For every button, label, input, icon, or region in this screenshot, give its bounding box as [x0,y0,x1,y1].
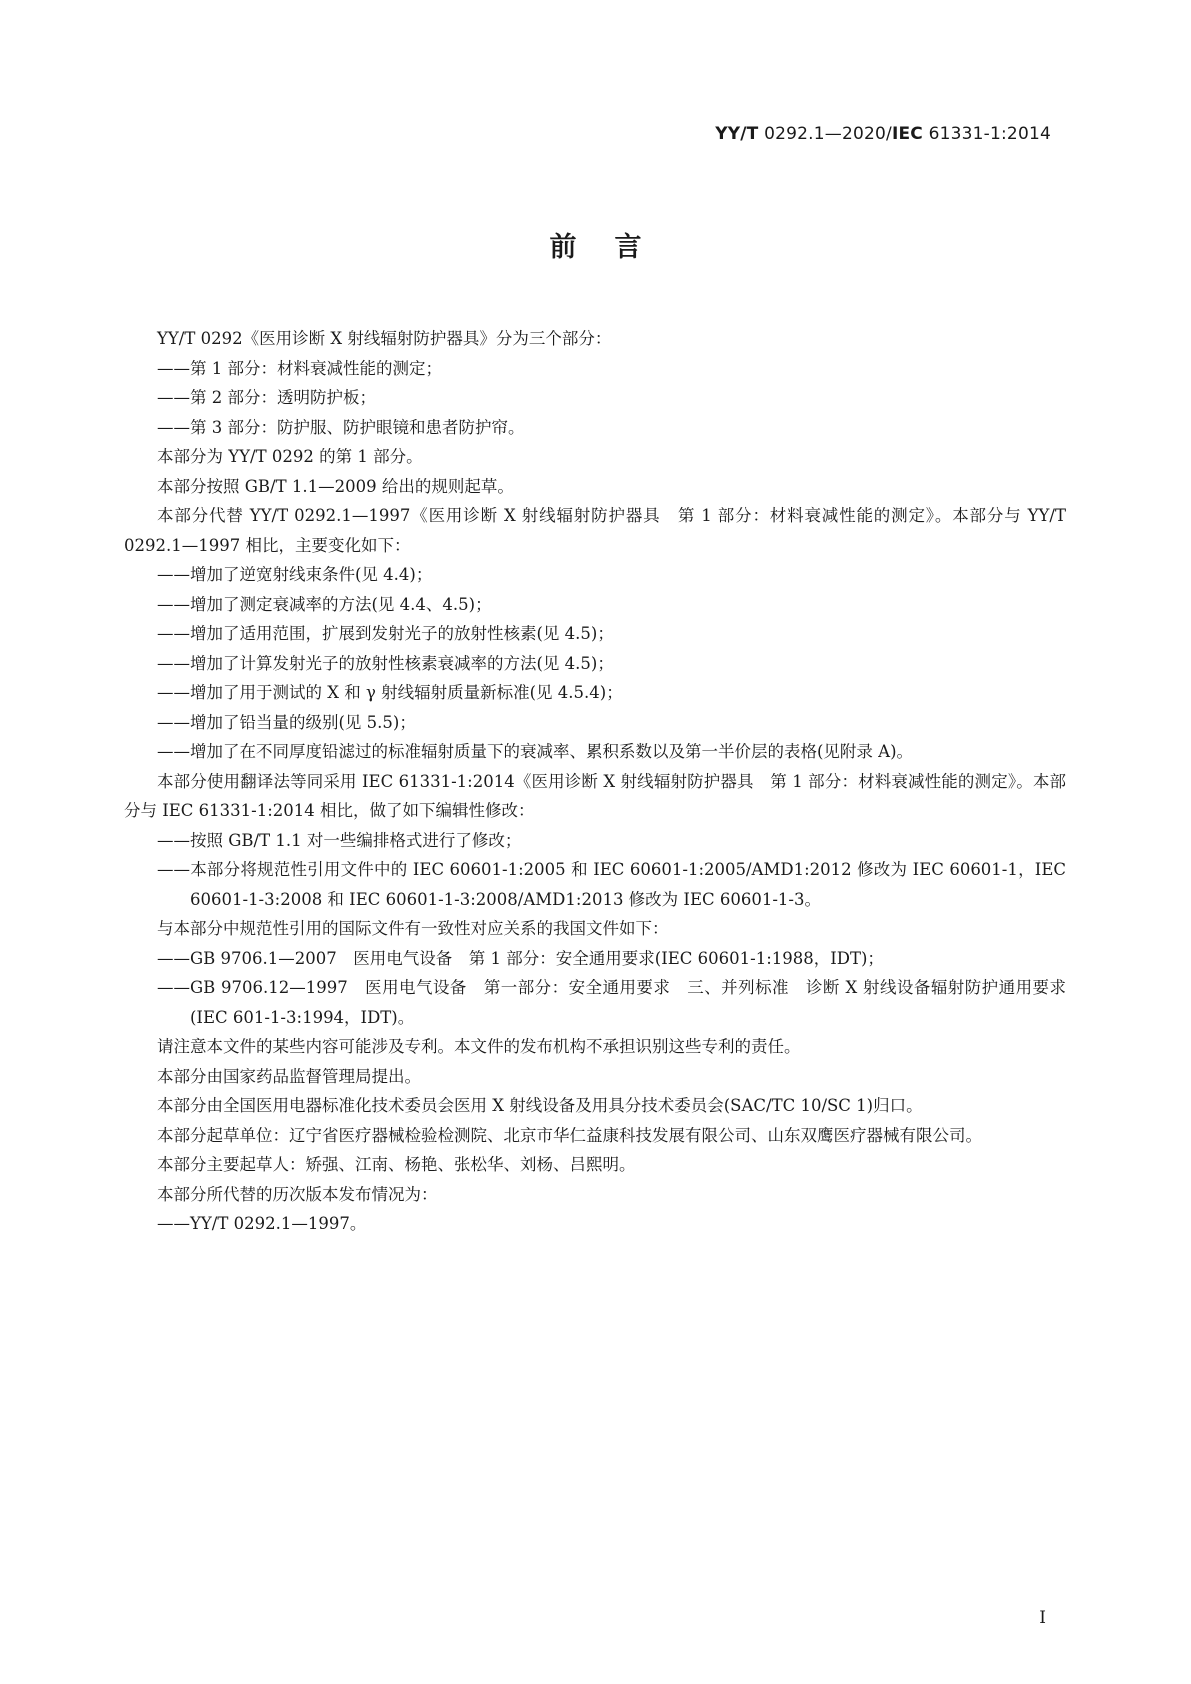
paragraph: YY/T 0292《医用诊断 X 射线辐射防护器具》分为三个部分： [157,329,612,348]
paragraph: 本部分为 YY/T 0292 的第 1 部分。 [157,447,423,466]
list-item: ——按照 GB/T 1.1 对一些编排格式进行了修改； [157,830,522,850]
paragraph: 本部分主要起草人：矫强、江南、杨艳、张松华、刘杨、吕熙明。 [157,1155,636,1174]
page-title: 前言 [549,232,680,263]
list-item: ——增加了在不同厚度铅滤过的标准辐射质量下的衰减率、累积系数以及第一半价层的表格(见附录 A)。 [157,742,914,761]
iec-number: 61331-1:2014 [922,124,1051,144]
list-item: ——本部分将规范性引用文件中的 IEC 60601-1:2005 和 IEC 60601-1:2005/AMD1:2012 修改为 IEC 60601-1，IEC 60601-1-3:2008 和 IEC 60601-1-3:2008/AMD1:2013 修改为 IEC 60601-1-3。 [157,860,1066,909]
standard-number: 0292.1—2020/ [758,124,892,144]
paragraph: 与本部分中规范性引用的国际文件有一致性对应关系的我国文件如下： [157,919,669,938]
list-item: ——GB 9706.1—2007 医用电气设备 第 1 部分：安全通用要求(IEC 60601-1:1988，IDT)； [157,948,884,968]
list-item: ——增加了用于测试的 X 和 γ 射线辐射质量新标准(见 4.5.4)； [157,683,623,702]
list-item: ——增加了铅当量的级别(见 5.5)； [157,712,416,732]
list-item: ——增加了计算发射光子的放射性核素衰减率的方法(见 4.5)； [157,653,614,673]
list-item: ——第 3 部分：防护服、防护眼镜和患者防护帘。 [157,417,525,437]
paragraph: 本部分按照 GB/T 1.1—2009 给出的规则起草。 [157,476,514,496]
list-item: ——第 2 部分：透明防护板； [157,388,376,407]
list-item: ——增加了逆宽射线束条件(见 4.4)； [157,565,433,584]
paragraph: 本部分所代替的历次版本发布情况为： [157,1184,438,1204]
paragraph: 本部分使用翻译法等同采用 IEC 61331-1:2014《医用诊断 X 射线辐射防护器具 第 1 部分：材料衰减性能的测定》。本部分与 IEC 61331-1:2014 相比，做了如下编辑性修改： [124,771,1066,820]
paragraph: 本部分起草单位：辽宁省医疗器械检验检测院、北京市华仁益康科技发展有限公司、山东双鹰医疗器械有限公司。 [157,1125,982,1145]
list-item: ——GB 9706.12—1997 医用电气设备 第一部分：安全通用要求 三、并列标准 诊断 X 射线设备辐射防护通用要求 (IEC 601-1-3:1994，IDT)。 [157,978,1066,1027]
paragraph: 本部分由国家药品监督管理局提出。 [157,1066,421,1086]
iec-prefix: IEC [891,124,923,144]
paragraph: 本部分代替 YY/T 0292.1—1997《医用诊断 X 射线辐射防护器具 第 1 部分：材料衰减性能的测定》。本部分与 YY/T 0292.1—1997 相比，主要变化如下： [124,506,1066,555]
standard-code-header [715,124,1051,144]
page-number: I [1039,1608,1046,1628]
paragraph: 请注意本文件的某些内容可能涉及专利。本文件的发布机构不承担识别这些专利的责任。 [157,1037,801,1056]
paragraph: 本部分由全国医用电器标准化技术委员会医用 X 射线设备及用具分技术委员会(SAC/TC 10/SC 1)归口。 [157,1096,923,1115]
list-item: ——增加了适用范围，扩展到发射光子的放射性核素(见 4.5)； [157,624,614,643]
foreword-body [124,324,1066,1239]
list-item: ——第 1 部分：材料衰减性能的测定； [157,358,442,378]
standard-prefix: YY/T [715,124,759,144]
list-item: ——增加了测定衰减率的方法(见 4.4、4.5)； [157,594,492,614]
list-item: ——YY/T 0292.1—1997。 [157,1214,367,1233]
